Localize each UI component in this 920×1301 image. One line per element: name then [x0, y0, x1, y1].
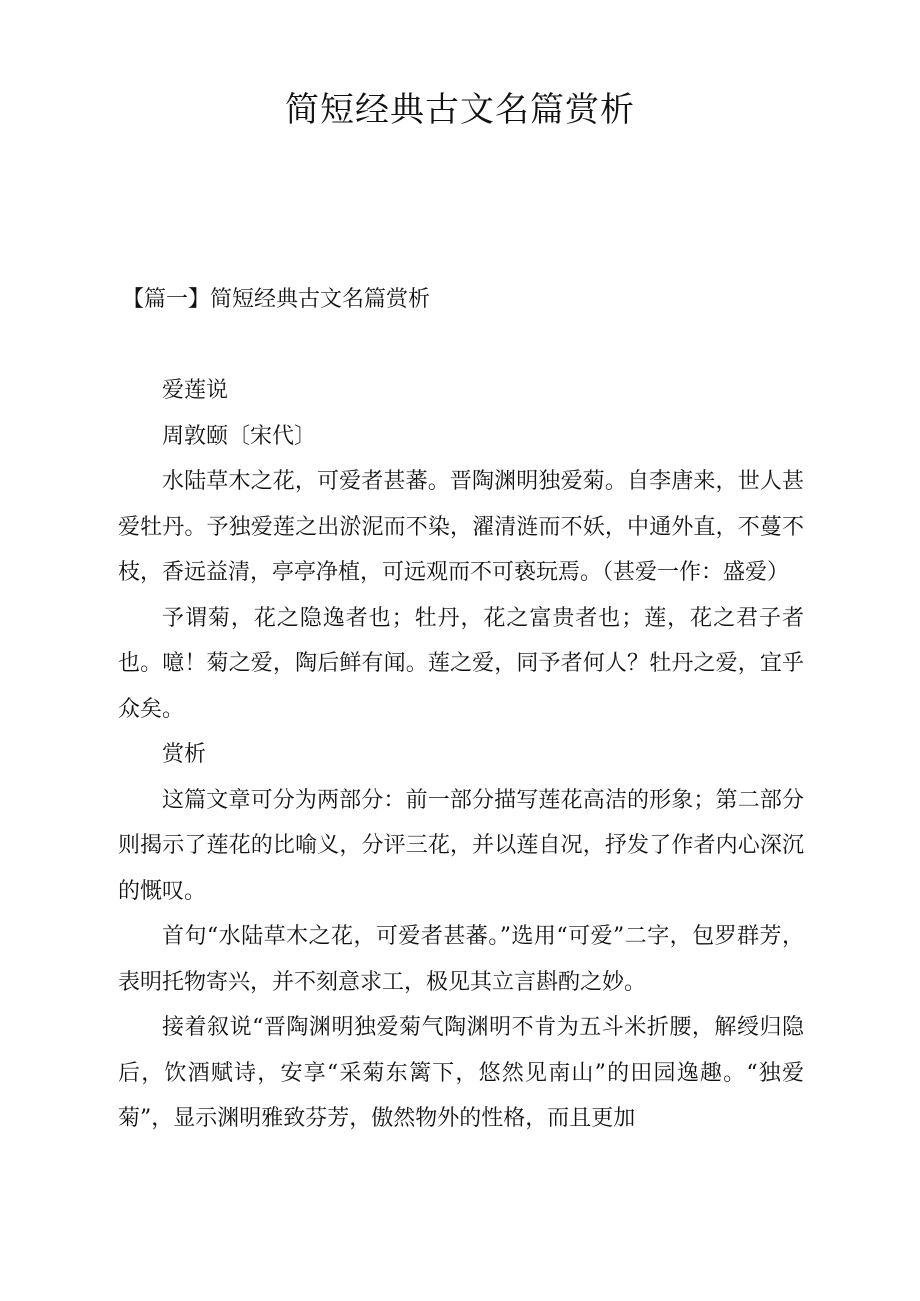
- document-title: 简短经典古文名篇赏析: [285, 90, 635, 130]
- analysis-paragraph-2: 首句“水陆草木之花，可爱者甚蕃。”选用“可爱”二字，包罗群芳，表明托物寄兴，并不刻意求工，极见其立言斟酌之妙。: [118, 924, 804, 995]
- section-heading: 【篇一】简短经典古文名篇赏析: [122, 287, 431, 312]
- essay-paragraph-1: 水陆草木之花，可爱者甚蕃。晋陶渊明独爱菊。自李唐来，世人甚爱牡丹。予独爱莲之出淤泥而不染，濯清涟而不妖，中通外直，不蔓不枝，香远益清，亭亭净植，可远观而不可亵玩焉。（甚爱一作：盛爱）: [118, 469, 804, 585]
- analysis-paragraph-1: 这篇文章可分为两部分：前一部分描写莲花高洁的形象；第二部分则揭示了莲花的比喻义，分评三花，并以莲自况，抒发了作者内心深沉的慨叹。: [118, 787, 804, 904]
- essay-paragraph-2: 予谓菊，花之隐逸者也；牡丹，花之富贵者也；莲，花之君子者也。噫！菊之爱，陶后鲜有闻。莲之爱，同予者何人？牡丹之爱，宜乎众矣。: [118, 605, 804, 722]
- essay-title: 爱莲说: [162, 378, 229, 403]
- analysis-paragraph-3: 接着叙说“晋陶渊明独爱菊气陶渊明不肯为五斗米折腰，解绶归隐后，饮酒赋诗，安享“采菊东篱下，悠然见南山”的田园逸趣。“独爱菊”，显示渊明雅致芬芳，傲然物外的性格，而且更加: [118, 1015, 804, 1131]
- analysis-heading: 赏析: [162, 742, 207, 767]
- essay-author: 周敦颐〔宋代〕: [162, 423, 317, 449]
- document-body: [118, 368, 804, 1142]
